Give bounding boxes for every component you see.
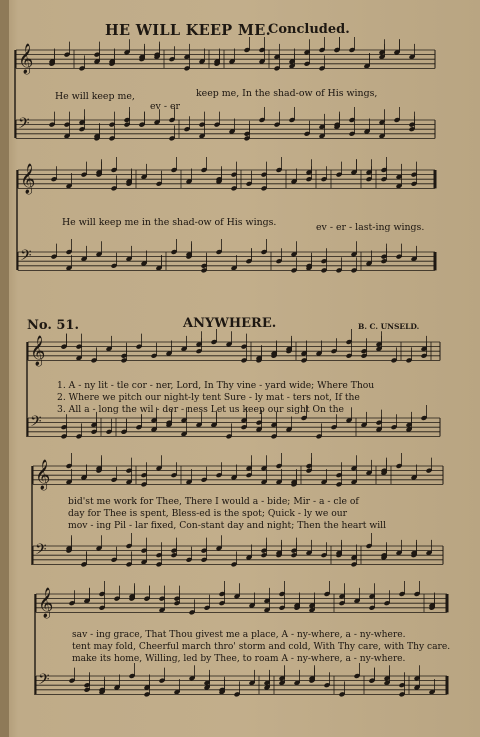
lyric-line: He will keep me in the shad-ow of His wings.: [62, 217, 277, 228]
treble-clef: 𝄞: [30, 336, 46, 366]
verse-line: bid'st me work for Thee, There I would a - bide; Mir - a - cle of: [68, 496, 359, 507]
lyric-line: keep me, In the shad-ow of His wings,: [196, 88, 378, 99]
verse-line: 3. All a - long the wil - der - ness Let us keep our sight On the: [57, 404, 344, 415]
lyric-line: ev - er: [150, 101, 181, 112]
bass-clef: 𝄢: [38, 671, 50, 692]
verse-line: sav - ing grace, That Thou givest me a place, A - ny-where, a - ny-where.: [72, 630, 406, 640]
verse-line: make its home, Willing, led by Thee, to roam A - ny-where, a - ny-where.: [72, 654, 406, 664]
bass-clef: 𝄢: [35, 541, 47, 562]
verse-line: tent may fold, Cheerful march thro' storm and cold, With Thy care, with Thy care.: [72, 642, 451, 652]
bass-clef: 𝄢: [18, 115, 30, 136]
verse-line: day for Thee is spent, Bless-ed is the spot; Quick - ly we our: [68, 508, 348, 519]
composer: B. C. UNSELD.: [358, 322, 420, 331]
lyric-line: He will keep me,: [55, 91, 135, 102]
lyric-line: ev - er - last-ing wings.: [316, 222, 425, 233]
verse-line: 2. Where we pitch our night-ly tent Sure - ly mat - ters not, If the: [57, 392, 360, 403]
treble-clef: 𝄞: [18, 44, 34, 74]
treble-clef: 𝄞: [38, 588, 54, 618]
bass-clef: 𝄢: [30, 413, 42, 434]
verse-line: mov - ing Pil - lar fixed, Con-stant day and night; Then the heart will: [68, 520, 387, 531]
treble-clef: 𝄞: [20, 164, 36, 194]
song-title: HE WILL KEEP ME.: [105, 22, 271, 39]
hymn-title: ANYWHERE.: [183, 316, 277, 331]
verse-line: 1. A - ny lit - tle cor - ner, Lord, In Thy vine - yard wide; Where Thou: [57, 380, 375, 391]
song-subtitle: Concluded.: [268, 22, 350, 37]
treble-clef: 𝄞: [35, 460, 51, 490]
hymn-number: No. 51.: [27, 318, 79, 333]
bass-clef: 𝄢: [20, 247, 32, 268]
